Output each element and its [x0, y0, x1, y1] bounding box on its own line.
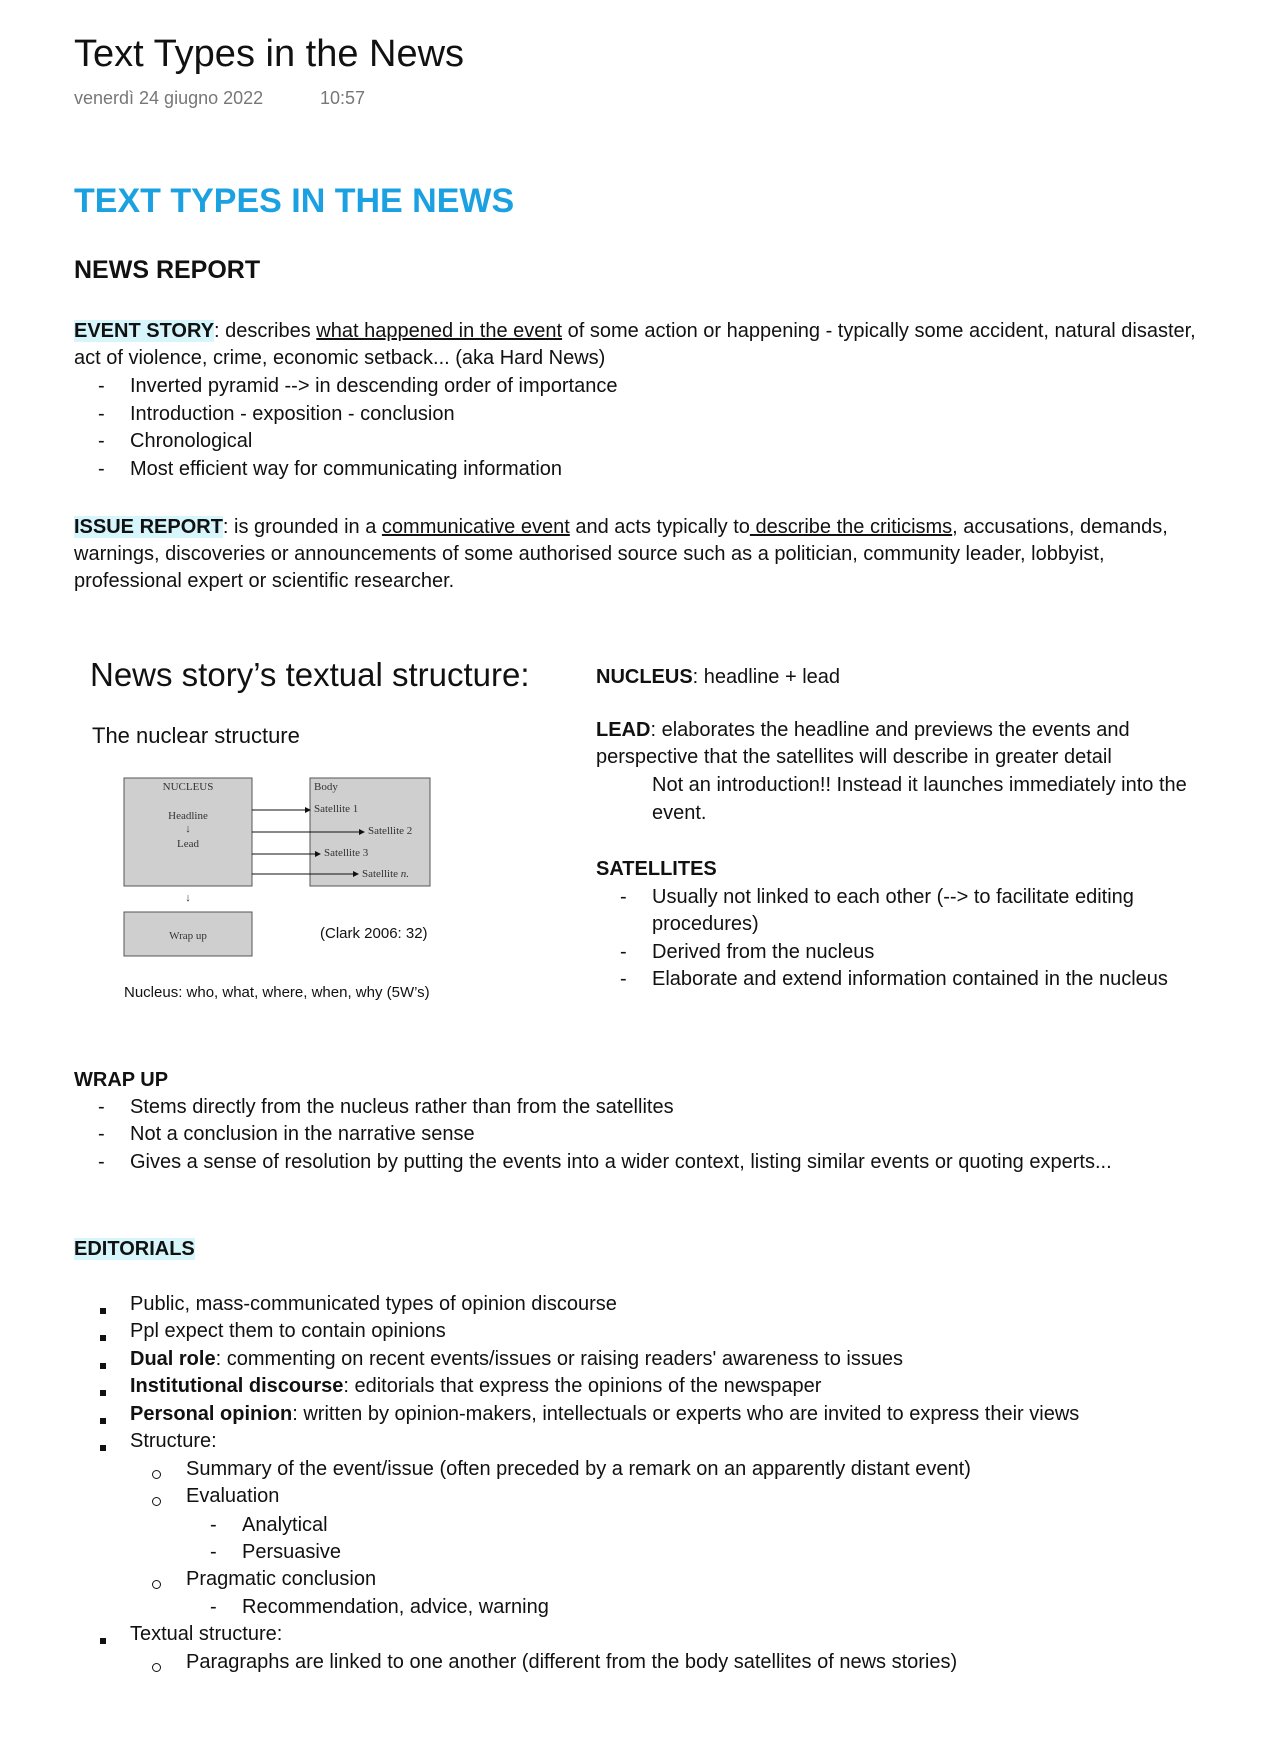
square-bullet — [100, 1411, 106, 1429]
list-item-text: : commenting on recent events/issues or raising readers' awareness to issues — [215, 1348, 904, 1370]
issue-report-underlined-2: describe the criticisms — [749, 516, 953, 538]
issue-report-text-end: , accusations, demands, — [952, 516, 1168, 538]
editorials-heading: EDITORIALS — [74, 1238, 195, 1260]
list-item: Gives a sense of resolution by putting the events into a wider context, listing similar events or quoting experts... — [130, 1151, 1112, 1173]
lead-label: Lead — [177, 838, 199, 850]
list-item-text: : written by opinion-makers, intellectuals or experts who are invited to express their views — [292, 1403, 1080, 1425]
list-item: Usually not linked to each other (--> to facilitate editing — [652, 886, 1134, 908]
lead-line2: perspective that the satellites will describe in greater detail — [596, 746, 1112, 768]
lead-note-line2: event. — [652, 802, 707, 824]
list-item: Persuasive — [242, 1541, 341, 1563]
satellite-1-label: Satellite 1 — [314, 803, 359, 815]
list-item: Derived from the nucleus — [652, 941, 875, 963]
dash-marker: - — [98, 1151, 105, 1173]
dash-marker: - — [98, 1123, 105, 1145]
dash-marker: - — [98, 1096, 105, 1118]
figure-citation: (Clark 2006: 32) — [320, 925, 428, 942]
circle-bullet — [152, 1576, 161, 1594]
body-box-label: Body — [314, 781, 338, 793]
list-item — [130, 1401, 1079, 1428]
list-item — [130, 1346, 903, 1373]
list-item: Paragraphs are linked to one another (different from the body satellites of news stories) — [186, 1651, 958, 1673]
dash-marker: - — [210, 1541, 217, 1563]
circle-bullet — [152, 1466, 161, 1484]
list-item-bold: Personal opinion — [130, 1403, 293, 1425]
dash-marker: - — [620, 941, 627, 963]
satellites-heading: SATELLITES — [596, 858, 717, 880]
figure-title: News story’s textual structure: — [90, 656, 530, 693]
headline-label: Headline — [168, 810, 208, 822]
down-arrow-icon: ↓ — [185, 823, 191, 835]
lead-text: : elaborates the headline and previews the events and — [650, 719, 1130, 741]
page-title: Text Types in the News — [74, 33, 465, 75]
event-story-text-cont: of some action or happening - typically some accident, natural disaster, — [562, 320, 1196, 342]
list-item: Most efficient way for communicating information — [130, 458, 563, 480]
list-item: Stems directly from the nucleus rather than from the satellites — [130, 1096, 674, 1118]
dash-marker: - — [620, 968, 627, 990]
editorials-heading-wrap — [74, 1236, 195, 1263]
dash-marker: - — [210, 1514, 217, 1536]
nuclear-structure-diagram — [110, 770, 470, 1000]
event-story-label: EVENT STORY — [74, 320, 215, 342]
list-item: Analytical — [242, 1514, 328, 1536]
event-story-text: : describes — [214, 320, 317, 342]
wrap-up-box-label: Wrap up — [169, 930, 207, 942]
square-bullet — [100, 1301, 106, 1319]
news-report-heading: NEWS REPORT — [74, 256, 261, 284]
list-item-bold: Institutional discourse — [130, 1375, 344, 1397]
lead-line1 — [596, 717, 1130, 744]
issue-report-line2: warnings, discoveries or announcements of some authorised source such as a politician, community leader, lobbyist, — [74, 543, 1105, 565]
list-item-cont: procedures) — [652, 913, 759, 935]
list-item — [130, 1373, 821, 1400]
dash-marker: - — [620, 886, 627, 908]
main-heading: TEXT TYPES IN THE NEWS — [74, 182, 515, 220]
list-item: Inverted pyramid --> in descending order of importance — [130, 375, 618, 397]
satellite-n-label: Satellite n. — [362, 868, 410, 880]
satellite-2-label: Satellite 2 — [368, 825, 413, 837]
nucleus-text: : headline + lead — [692, 666, 841, 688]
event-story-line1 — [74, 318, 1196, 345]
list-item: Recommendation, advice, warning — [242, 1596, 549, 1618]
list-item: Chronological — [130, 430, 253, 452]
square-bullet — [100, 1328, 106, 1346]
list-item: Structure: — [130, 1430, 217, 1452]
figure-caption: Nucleus: who, what, where, when, why (5W’s) — [124, 984, 430, 1001]
list-item: Pragmatic conclusion — [186, 1568, 377, 1590]
square-bullet — [100, 1356, 106, 1374]
dash-marker: - — [210, 1596, 217, 1618]
list-item: Summary of the event/issue (often preceded by a remark on an apparently distant event) — [186, 1458, 971, 1480]
square-bullet — [100, 1631, 106, 1649]
issue-report-underlined: communicative event — [381, 516, 570, 538]
dash-marker: - — [98, 375, 105, 397]
event-story-underlined: what happened in the event — [316, 320, 563, 342]
list-item: Not a conclusion in the narrative sense — [130, 1123, 475, 1145]
issue-report-text-cont: and acts typically to — [569, 516, 750, 538]
page-date: venerdì 24 giugno 2022 — [74, 88, 264, 108]
issue-report-line1 — [74, 514, 1168, 541]
issue-report-text: : is grounded in a — [222, 516, 382, 538]
dash-marker: - — [98, 403, 105, 425]
nucleus-label: NUCLEUS — [596, 666, 693, 688]
list-item-text: : editorials that express the opinions of the newspaper — [343, 1375, 822, 1397]
list-item: Introduction - exposition - conclusion — [130, 403, 455, 425]
list-item: Textual structure: — [130, 1623, 283, 1645]
figure-subtitle: The nuclear structure — [92, 723, 300, 748]
nucleus-line — [596, 664, 840, 691]
issue-report-line3: professional expert or scientific researcher. — [74, 570, 455, 592]
dash-marker: - — [98, 430, 105, 452]
page-time: 10:57 — [320, 88, 366, 108]
list-item: Ppl expect them to contain opinions — [130, 1320, 446, 1342]
event-story-line2: act of violence, crime, economic setback... (aka Hard News) — [74, 347, 606, 369]
lead-heading: LEAD — [596, 719, 651, 741]
satellite-3-label: Satellite 3 — [324, 847, 369, 859]
square-bullet — [100, 1438, 106, 1456]
list-item: Elaborate and extend information contained in the nucleus — [652, 968, 1168, 990]
square-bullet — [100, 1383, 106, 1401]
nucleus-box-label: NUCLEUS — [162, 781, 214, 793]
down-arrow-icon: ↓ — [185, 892, 191, 904]
lead-note-line1: Not an introduction!! Instead it launches immediately into the — [652, 774, 1187, 796]
list-item: Public, mass-communicated types of opinion discourse — [130, 1293, 617, 1315]
wrap-up-heading: WRAP UP — [74, 1069, 169, 1091]
issue-report-label: ISSUE REPORT — [74, 516, 223, 538]
list-item: Evaluation — [186, 1485, 280, 1507]
circle-bullet — [152, 1493, 161, 1511]
dash-marker: - — [98, 458, 105, 480]
list-item-bold: Dual role — [130, 1348, 216, 1370]
circle-bullet — [152, 1659, 161, 1677]
